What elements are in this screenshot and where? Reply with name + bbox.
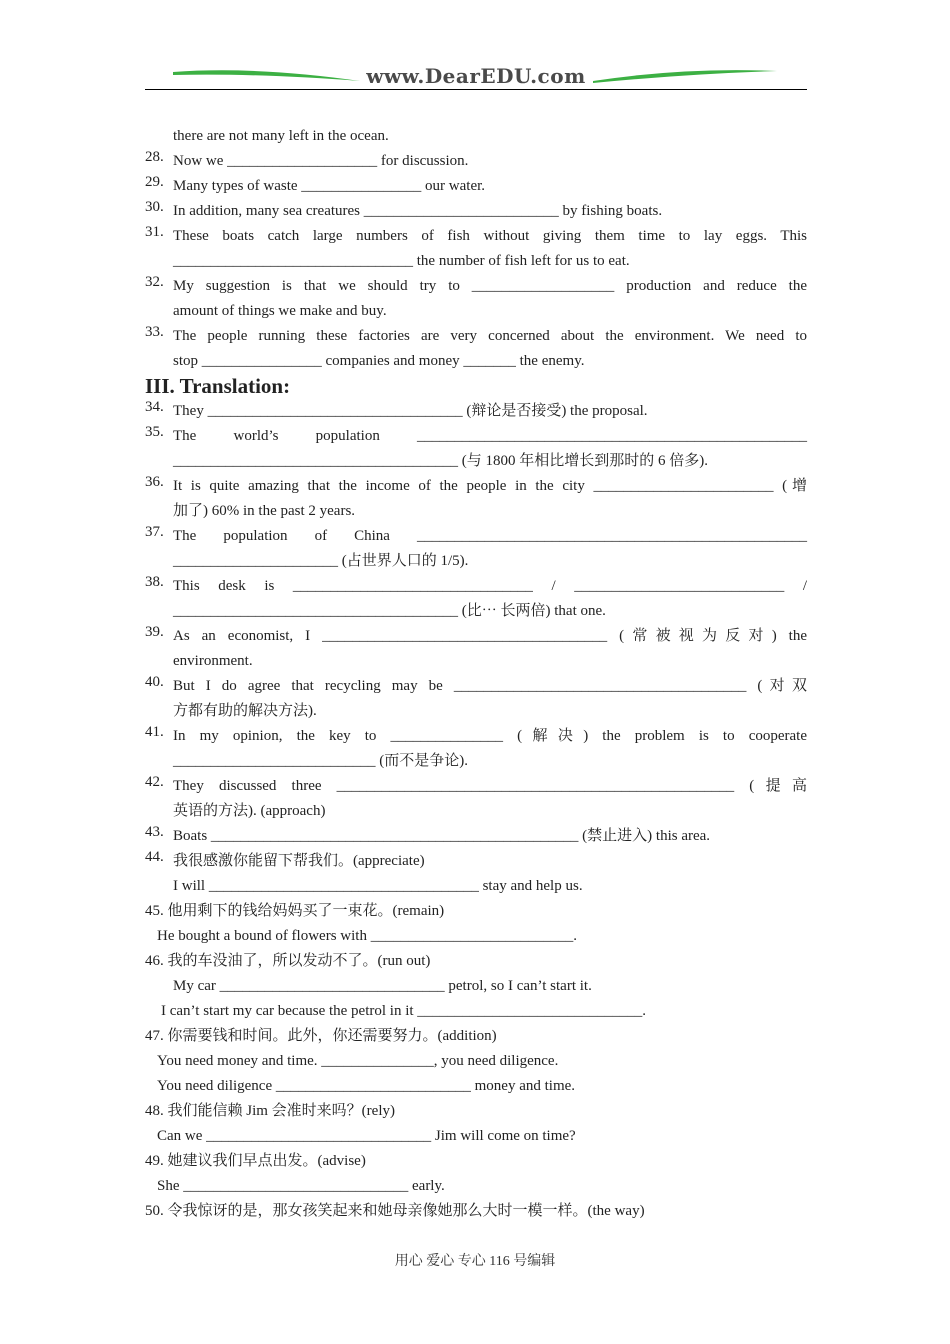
question-43: [145, 824, 807, 849]
question-text: It is quite amazing that the income of the people in the city ________________________ (增: [173, 478, 807, 494]
question-number: 43.: [145, 824, 164, 840]
site-logo-text: www.DearEDU.com: [366, 64, 586, 88]
question-text: stop ________________ companies and money _______ the enemy.: [173, 353, 585, 369]
question-42: [145, 774, 807, 824]
question-number: 29.: [145, 174, 164, 190]
question-text: ______________________________________ (与 1800 年相比增长到那时的 6 倍多).: [173, 453, 708, 469]
question-number: 41.: [145, 724, 164, 740]
question-number: 36.: [145, 474, 164, 490]
question-number: 38.: [145, 574, 164, 590]
question-46-answer-line: I can’t start my car because the petrol in it ______________________________.: [161, 1003, 647, 1019]
question-31: [145, 224, 807, 274]
question-text: My suggestion is that we should try to ___________________ production and reduce the: [173, 278, 807, 294]
page-footer: 用心 爱心 专心 116 号编辑: [394, 1254, 556, 1269]
question-text: environment.: [173, 653, 253, 669]
question-47-answer-line: You need diligence __________________________ money and time.: [157, 1078, 576, 1094]
question-answer-line: I will ____________________________________ stay and help us.: [173, 878, 583, 894]
question-text: In addition, many sea creatures __________________________ by fishing boats.: [173, 203, 663, 219]
worksheet-content: [145, 124, 807, 1224]
question-text: 英语的方法). (approach): [173, 803, 326, 819]
question-text: 我很感激你能留下帮我们。(appreciate): [173, 853, 425, 869]
question-text: The world’s population ____________________________________________________: [173, 428, 807, 444]
question-36: [145, 474, 807, 524]
question-number: 33.: [145, 324, 164, 340]
question-34: [145, 399, 807, 424]
question-48-answer-line: Can we ______________________________ Jim will come on time?: [157, 1128, 576, 1144]
question-46-text: 46. 我的车没油了，所以发动不了。(run out): [145, 953, 431, 969]
question-49-answer-line: She ______________________________ early.: [157, 1178, 445, 1194]
question-text: In my opinion, the key to _______________ (解决) the problem is to cooperate: [173, 728, 807, 744]
question-41: [145, 724, 807, 774]
question-text: 加了) 60% in the past 2 years.: [173, 503, 356, 519]
question-text: But I do agree that recycling may be _______________________________________ (对双: [173, 678, 807, 694]
question-45-text: 45. 他用剩下的钱给妈妈买了一束花。(remain): [145, 903, 445, 919]
question-47-answer-line: You need money and time. _______________, you need diligence.: [157, 1053, 559, 1069]
question-39: [145, 624, 807, 674]
question-text: Boats _________________________________________________ (禁止进入) this area.: [173, 828, 711, 844]
question-text: The people running these factories are very concerned about the environment. We need to: [173, 328, 807, 344]
question-text: As an economist, I ______________________________________ (常被视为反对) the: [173, 628, 807, 644]
question-number: 40.: [145, 674, 164, 690]
question-number: 35.: [145, 424, 164, 440]
question-number: 37.: [145, 524, 164, 540]
question-32: [145, 274, 807, 324]
question-37: [145, 524, 807, 574]
question-text: ______________________________________ (比⋯ 长两倍) that one.: [173, 603, 606, 619]
question-29: [145, 174, 807, 199]
header-divider: [145, 89, 807, 90]
question-text: They discussed three _____________________________________________________ (提高: [173, 778, 807, 794]
question-text: They __________________________________ (辩论是否接受) the proposal.: [173, 403, 648, 419]
question-38: [145, 574, 807, 624]
question-33: [145, 324, 807, 374]
question-30: [145, 199, 807, 224]
site-header: [145, 62, 807, 92]
question-number: 28.: [145, 149, 164, 165]
question-text: 方都有助的解决方法).: [173, 703, 317, 719]
question-text: The population of China ____________________________________________________: [173, 528, 807, 544]
question-number: 30.: [145, 199, 164, 215]
question-number: 34.: [145, 399, 164, 415]
question-number: 44.: [145, 849, 164, 865]
question-text: ________________________________ the number of fish left for us to eat.: [173, 253, 630, 269]
question-text: amount of things we make and buy.: [173, 303, 387, 319]
question-49-text: 49. 她建议我们早点出发。(advise): [145, 1153, 366, 1169]
question-50-text: 50. 令我惊讶的是，那女孩笑起来和她母亲像她那么大时一模一样。(the way): [145, 1203, 645, 1219]
question-text: Now we ____________________ for discussion.: [173, 153, 469, 169]
question-number: 32.: [145, 274, 164, 290]
question-text: This desk is ________________________________ / ____________________________ /: [173, 578, 807, 594]
question-text: ___________________________ (而不是争论).: [173, 753, 468, 769]
question-text: ______________________ (占世界人口的 1/5).: [173, 553, 469, 569]
question-48-text: 48. 我们能信赖 Jim 会准时来吗？(rely): [145, 1103, 395, 1119]
question-46-answer-line: My car ______________________________ petrol, so I can’t start it.: [173, 978, 592, 994]
question-44: [145, 849, 807, 899]
question-text: These boats catch large numbers of fish without giving them time to lay eggs. This: [173, 228, 807, 244]
question-40: [145, 674, 807, 724]
question-47-text: 47. 你需要钱和时间。此外，你还需要努力。(addition): [145, 1028, 497, 1044]
question-number: 39.: [145, 624, 164, 640]
question-number: 42.: [145, 774, 164, 790]
question-text: Many types of waste ________________ our water.: [173, 178, 486, 194]
section-heading: III. Translation:: [145, 374, 291, 398]
question-35: [145, 424, 807, 474]
text-line: there are not many left in the ocean.: [173, 128, 389, 144]
question-number: 31.: [145, 224, 164, 240]
question-45-answer-line: He bought a bound of flowers with ___________________________.: [157, 928, 577, 944]
question-28: [145, 149, 807, 174]
